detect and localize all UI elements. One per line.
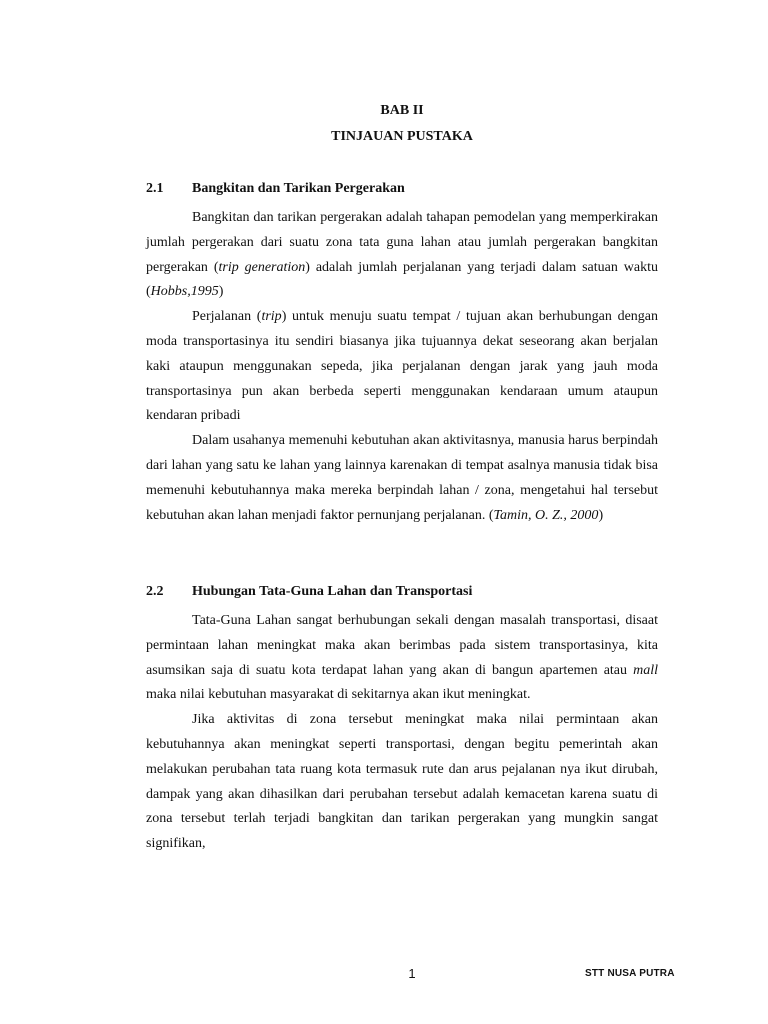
chapter-label: BAB II bbox=[380, 103, 424, 118]
italic-text: trip generation bbox=[218, 259, 306, 275]
section-number: 2.1 bbox=[146, 181, 164, 196]
section-number: 2.2 bbox=[146, 584, 164, 599]
page-number: 1 bbox=[408, 966, 416, 981]
section-heading bbox=[146, 583, 658, 600]
text-run: ) bbox=[218, 284, 224, 300]
paragraph bbox=[146, 609, 658, 708]
italic-text: mall bbox=[633, 662, 658, 678]
text-run: Perjalanan ( bbox=[192, 309, 262, 325]
text-run: maka nilai kebutuhan masyarakat di sekitarnya akan ikut meningkat. bbox=[146, 687, 531, 703]
text-run: Jika aktivitas di zona tersebut meningkat maka nilai permintaan akan kebutuhannya akan meningkat seperti transportasi, dengan begitu pemerintah akan melakukan perubahan tata ruang kota termasuk rute dan arus pejalanan nya ikut dirubah, dampak yang akan dihasilkan dari perubahan tersebut adalah kemacetan karena suatu di zona tersebut terlah terjadi bangkitan dan tarikan pergerakan yang mungkin sangat signifikan, bbox=[146, 712, 658, 852]
text-run: Dalam usahanya memenuhi kebutuhan akan aktivitasnya, manusia harus berpindah dari lahan yang satu ke lahan yang lainnya karenakan di tempat asalnya manusia tidak bisa memenuhi kebutuhannya maka mereka berpindah lahan / zona, mengetahui hal tersebut kebutuhan akan lahan menjadi faktor pernunjang perjalanan. ( bbox=[146, 433, 658, 523]
section-2-1 bbox=[146, 180, 658, 528]
chapter-title: TINJAUAN PUSTAKA bbox=[331, 129, 473, 144]
italic-text: Tamin, O. Z., 2000 bbox=[493, 507, 599, 523]
text-run: Bangkitan dan tarikan pergerakan adalah tahapan pemodelan yang memperkirakan jumlah pergerakan dari suatu zona tata guna lahan atau jumlah pergerakan bangkitan pergerakan ( bbox=[146, 210, 658, 275]
paragraph bbox=[146, 206, 658, 305]
section-title: Hubungan Tata-Guna Lahan dan Transportasi bbox=[192, 584, 473, 599]
paragraph bbox=[146, 305, 658, 429]
section-title: Bangkitan dan Tarikan Pergerakan bbox=[192, 181, 405, 196]
text-run: ) adalah jumlah perjalanan yang terjadi dalam satuan waktu ( bbox=[146, 259, 658, 300]
section-2-2 bbox=[146, 583, 658, 857]
text-run: ) bbox=[598, 507, 604, 523]
text-run: Tata-Guna Lahan sangat berhubungan sekali dengan masalah transportasi, disaat permintaan lahan meningkat maka akan berimbas pada sistem transportasinya, kita asumsikan saja di suatu kota terdapat lahan yang akan di bangun apartemen atau bbox=[146, 613, 658, 678]
text-run: ) untuk menuju suatu tempat / tujuan akan berhubungan dengan moda transportasinya itu sendiri biasanya jika tujuannya dekat seseorang akan berjalan kaki ataupun menggunakan sepeda, jika perjalanan dengan jarak yang jauh moda transportasinya pun akan berbeda seperti menggunakan kendaraan umum ataupun kendaran pribadi bbox=[146, 309, 658, 424]
footer-organization: STT NUSA PUTRA bbox=[585, 968, 675, 979]
paragraph bbox=[146, 708, 658, 857]
italic-text: Hobbs,1995 bbox=[150, 284, 219, 300]
section-heading bbox=[146, 180, 658, 197]
italic-text: trip bbox=[261, 309, 282, 325]
paragraph bbox=[146, 429, 658, 528]
